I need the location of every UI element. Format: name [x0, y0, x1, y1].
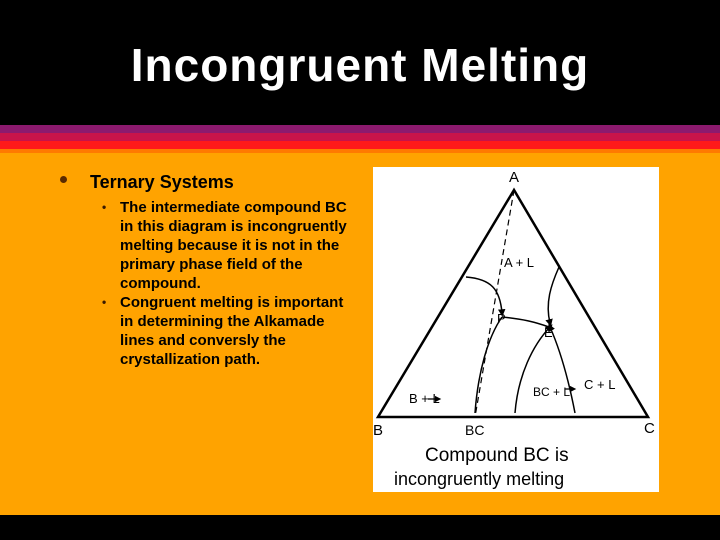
- bullet-dot-icon: •: [102, 200, 107, 214]
- slide-title: Incongruent Melting: [130, 39, 590, 91]
- field-a-l-label: A + L: [504, 255, 534, 270]
- boundary-b-bc: [466, 277, 502, 313]
- bullet-item: [100, 293, 355, 369]
- point-p-label: P: [497, 311, 506, 326]
- compound-bc-label: BC: [465, 422, 485, 438]
- stripe-crimson: [0, 133, 720, 141]
- field-bc-l-label: BC + L: [533, 385, 571, 399]
- bullet-dot-icon: [60, 176, 67, 183]
- caption-line-2: incongruently melting: [394, 469, 565, 489]
- boundary-e-bc-c: [550, 327, 575, 413]
- stripe-purple: [0, 125, 720, 133]
- footer-bar: [0, 515, 720, 540]
- ternary-diagram-svg: [373, 167, 659, 492]
- vertex-b-label: B: [373, 422, 384, 439]
- boundary-a-c: [548, 267, 559, 323]
- bullet-dot-icon: •: [102, 295, 107, 309]
- field-c-l-label: C + L: [584, 377, 616, 392]
- bullet-text: The intermediate compound BC in this diagram is incongruently melting because it is not in the primary phase field of the compound.: [120, 199, 347, 292]
- boundary-p-bc: [475, 317, 502, 413]
- bullet-list: [100, 198, 355, 369]
- title-bar: [0, 0, 720, 125]
- field-b-l-label: B + L: [409, 391, 440, 406]
- bullet-text: Congruent melting is important in determining the Alkamade lines and conversly the crystallization path.: [120, 294, 344, 368]
- point-e-label: E: [544, 325, 553, 340]
- bullet-item: [100, 198, 355, 293]
- vertex-c-label: C: [644, 420, 655, 437]
- vertex-a-label: A: [509, 169, 520, 186]
- boundary-p-e: [502, 317, 549, 327]
- ternary-diagram: [373, 167, 659, 492]
- stripe-red: [0, 141, 720, 149]
- heading-ternary-systems: Ternary Systems: [90, 172, 234, 192]
- caption-line-1: Compound BC is: [425, 445, 569, 466]
